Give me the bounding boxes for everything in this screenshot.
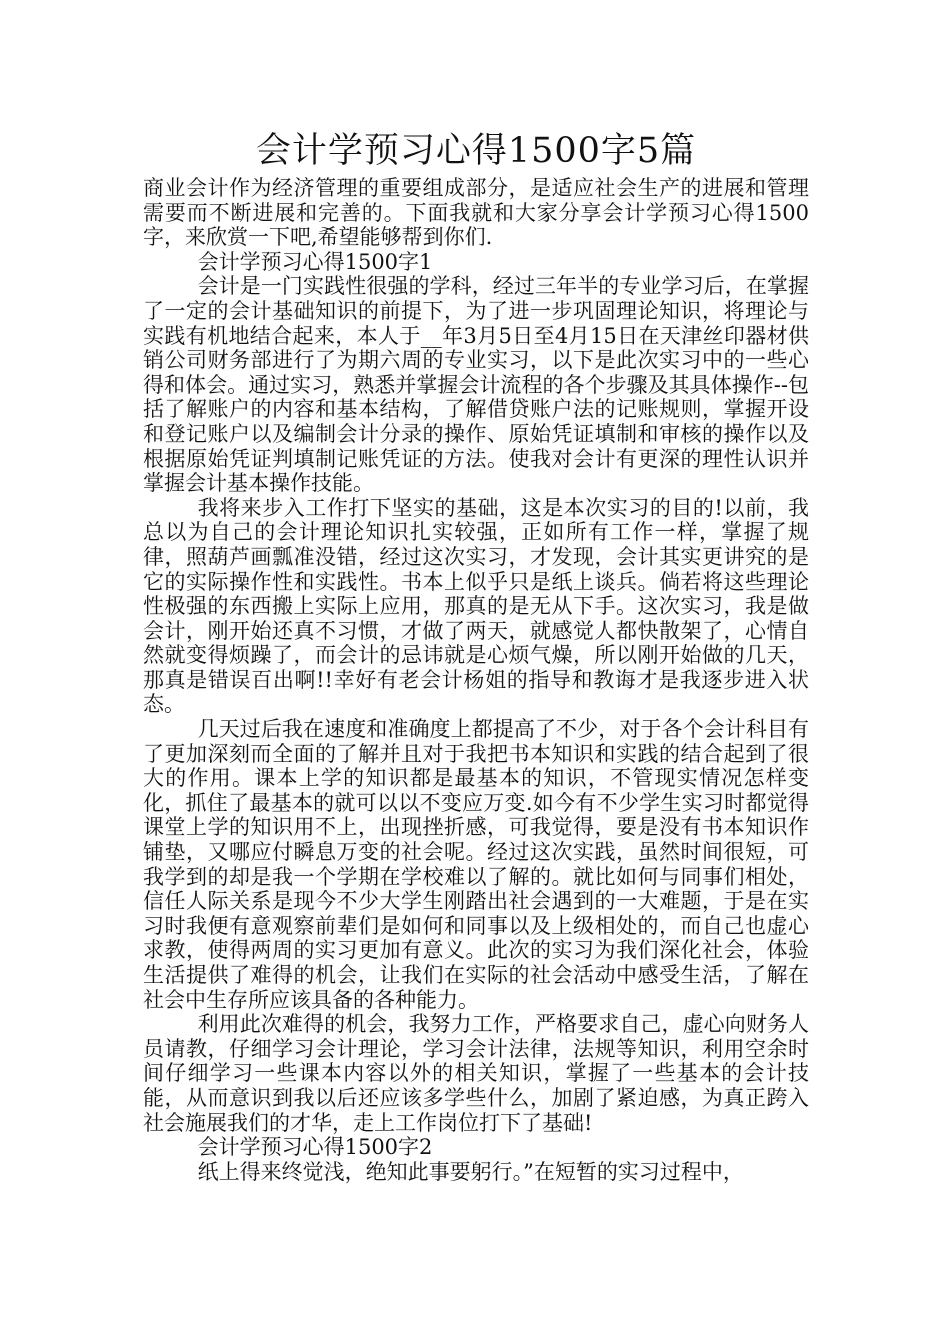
paragraph-intro: 商业会计作为经济管理的重要组成部分，是适应社会生产的进展和管理需要而不断进展和完善的。下面我就和大家分享会计学预习心得1500字，来欣赏一下吧,希望能够帮到你们. [143,176,809,250]
section-heading-2: 会计学预习心得1500字2 [197,1135,433,1160]
document-body [143,128,809,1184]
paragraph: 纸上得来终觉浅，绝知此事要躬行。”在短暂的实习过程中， [197,1159,744,1184]
paragraph: 几天过后我在速度和准确度上都提高了不少，对于各个会计科目有了更加深刻而全面的了解并且对于我把书本知识和实践的结合起到了很大的作用。课本上学的知识都是最基本的知识，不管现实情况怎样变化，抓住了最基本的就可以以不变应万变.如今有不少学生实习时都觉得课堂上学的知识用不上，出现挫折感，可我觉得，要是没有书本知识作铺垫，又哪应付瞬息万变的社会呢。经过这次实践，虽然时间很短，可我学到的却是我一个学期在学校难以了解的。就比如何与同事们相处，信任人际关系是现今不少大学生刚踏出社会遇到的一大难题，于是在实习时我便有意观察前辈们是如何和同事以及上级相处的，而自己也虚心求教，使得两周的实习更加有意义。此次的实习为我们深化社会，体验生活提供了难得的机会，让我们在实际的社会活动中感受生活，了解在社会中生存所应该具备的各种能力。 [143,717,809,1012]
document-title: 会计学预习心得1500字5篇 [255,131,697,171]
section-heading-1: 会计学预习心得1500字1 [197,249,433,274]
paragraph: 会计是一门实践性很强的学科，经过三年半的专业学习后，在掌握了一定的会计基础知识的前提下，为了进一步巩固理论知识，将理论与实践有机地结合起来，本人于__年3月5日至4月15日在天津丝印器材供销公司财务部进行了为期六周的专业实习，以下是此次实习中的一些心得和体会。通过实习，熟悉并掌握会计流程的各个步骤及其具体操作--包括了解账户的内容和基本结构，了解借贷账户法的记账规则，掌握开设和登记账户以及编制会计分录的操作、原始凭证填制和审核的操作以及根据原始凭证判填制记账凭证的方法。使我对会计有更深的理性认识并掌握会计基本操作技能。 [143,274,809,496]
paragraph: 我将来步入工作打下坚实的基础，这是本次实习的目的!以前，我总以为自己的会计理论知识扎实较强，正如所有工作一样，掌握了规律，照葫芦画瓢准没错，经过这次实习，才发现，会计其实更讲究的是它的实际操作性和实践性。书本上似乎只是纸上谈兵。倘若将这些理论性极强的东西搬上实际上应用，那真的是无从下手。这次实习，我是做会计，刚开始还真不习惯，才做了两天，就感觉人都快散架了，心情自然就变得烦躁了，而会计的忌讳就是心烦气燥，所以刚开始做的几天，那真是错误百出啊!!幸好有老会计杨姐的指导和教诲才是我逐步进入状态。 [143,495,809,717]
paragraph: 利用此次难得的机会，我努力工作，严格要求自己，虚心向财务人员请教，仔细学习会计理论，学习会计法律，法规等知识，利用空余时间仔细学习一些课本内容以外的相关知识，掌握了一些基本的会计技能，从而意识到我以后还应该多学些什么，加剧了紧迫感，为真正跨入社会施展我们的才华，走上工作岗位打下了基础! [143,1012,809,1135]
